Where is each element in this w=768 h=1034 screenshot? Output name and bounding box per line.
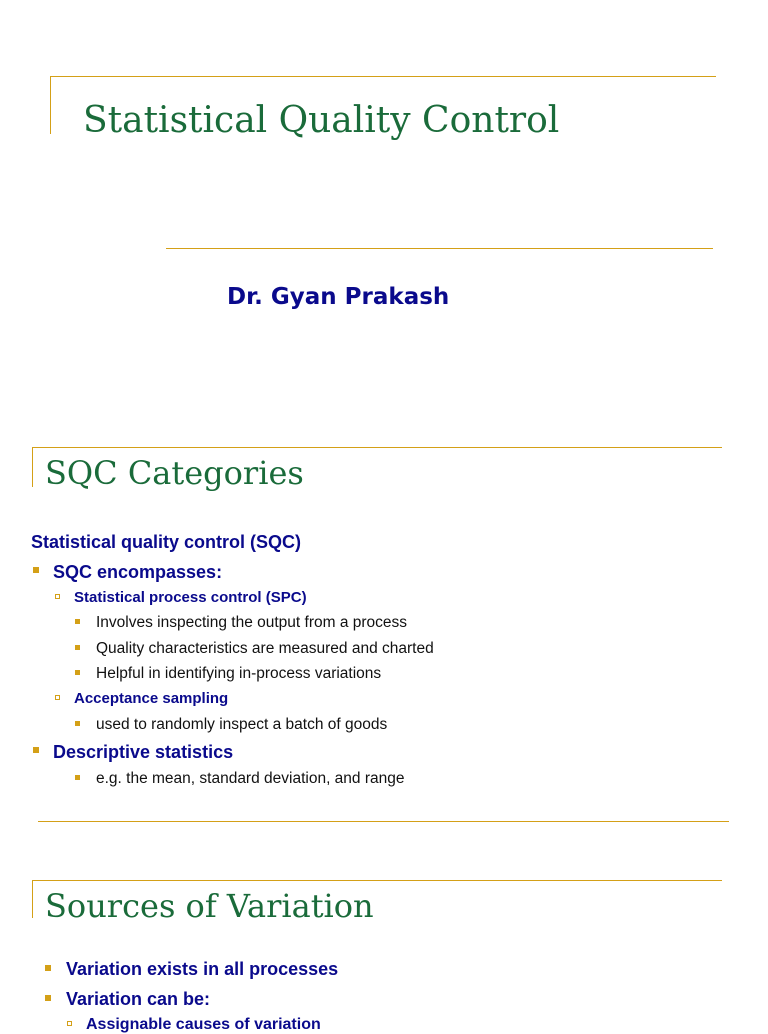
list-item: Helpful in identifying in-process variations	[96, 665, 382, 682]
list-item: Variation can be:	[66, 989, 211, 1009]
sqc-title: SQC Categories	[45, 454, 304, 492]
sqc-intro: Statistical quality control (SQC)	[31, 532, 302, 552]
sources-title: Sources of Variation	[45, 887, 374, 925]
bullet-icon	[45, 965, 51, 971]
list-item: Statistical process control (SPC)	[74, 589, 307, 606]
slide-title-text: Statistical Quality Control	[83, 100, 560, 141]
list-item: Variation exists in all processes	[66, 959, 339, 979]
list-item: Involves inspecting the output from a process	[96, 614, 408, 631]
list-item: used to randomly inspect a batch of goods	[96, 716, 388, 733]
sources-left-rule	[32, 880, 33, 918]
list-item: Assignable causes of variation	[86, 1016, 321, 1033]
list-item: Acceptance sampling	[74, 690, 229, 707]
author-name: Dr. Gyan Prakash	[227, 284, 450, 310]
list-item: SQC encompasses:	[53, 562, 223, 582]
list-item: Descriptive statistics	[53, 742, 234, 762]
list-item: e.g. the mean, standard deviation, and range	[96, 770, 405, 787]
bullet-icon	[45, 995, 51, 1001]
sources-top-rule	[32, 880, 722, 881]
list-item: Quality characteristics are measured and charted	[96, 640, 434, 657]
